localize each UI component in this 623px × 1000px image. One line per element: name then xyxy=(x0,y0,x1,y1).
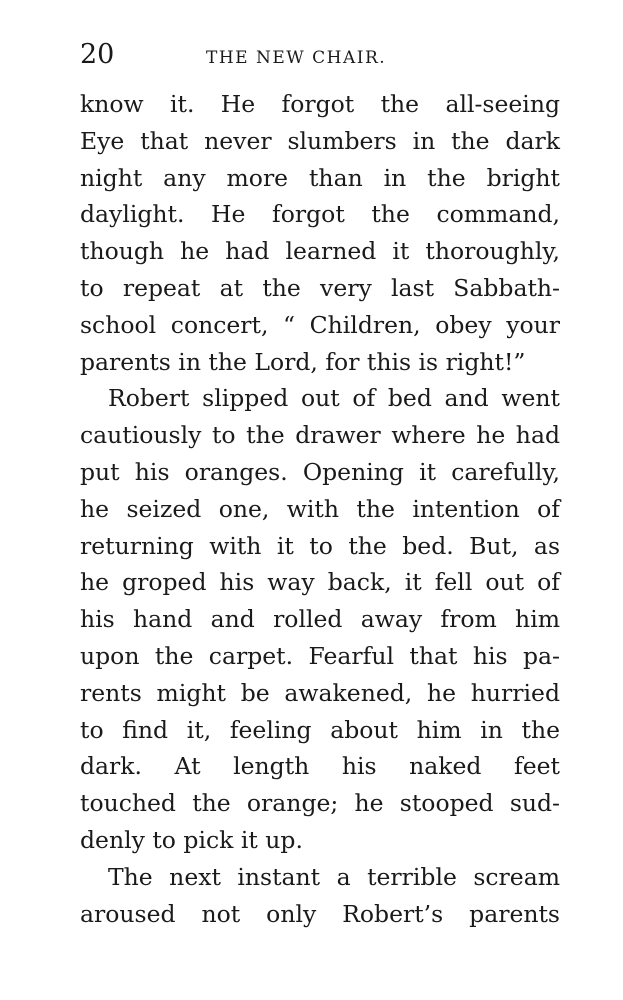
text-line: daylight. He forgot the command, xyxy=(80,200,560,229)
text-line: upon the carpet. Fearful that his pa- xyxy=(80,641,560,670)
text-line: Eye that never slumbers in the dark xyxy=(80,126,560,155)
text-line: touched the orange; he stooped sud- xyxy=(80,789,560,818)
text-line: returning with it to the bed. But, as xyxy=(80,531,560,560)
text-line: Robert slipped out of bed and went xyxy=(108,384,560,413)
text-line: he groped his way back, it fell out of xyxy=(80,568,560,597)
text-line: dark. At length his naked feet xyxy=(80,752,560,781)
text-line: parents in the Lord, for this is right!” xyxy=(80,347,526,376)
running-title: THE NEW CHAIR. xyxy=(206,48,387,68)
text-line: night any more than in the bright xyxy=(80,163,560,192)
text-line: he seized one, with the intention of xyxy=(80,494,560,523)
text-line: cautiously to the drawer where he had xyxy=(80,421,560,450)
text-line: his hand and rolled away from him xyxy=(80,605,560,634)
text-line: put his oranges. Opening it carefully, xyxy=(80,457,560,486)
body-text xyxy=(80,86,560,932)
text-line: to find it, feeling about him in the xyxy=(80,715,560,744)
text-line: though he had learned it thoroughly, xyxy=(80,237,560,266)
text-line: rents might be awakened, he hurried xyxy=(80,678,560,707)
page-number: 20 xyxy=(80,39,115,70)
text-line: know it. He forgot the all-seeing xyxy=(80,90,560,118)
text-line: The next instant a terrible scream xyxy=(108,862,560,891)
text-line: to repeat at the very last Sabbath- xyxy=(80,273,560,302)
text-line: school concert, “ Children, obey your xyxy=(80,310,560,339)
page-header xyxy=(80,40,560,80)
text-line: aroused not only Robert’s parents xyxy=(80,899,560,928)
text-line: denly to pick it up. xyxy=(80,825,303,854)
